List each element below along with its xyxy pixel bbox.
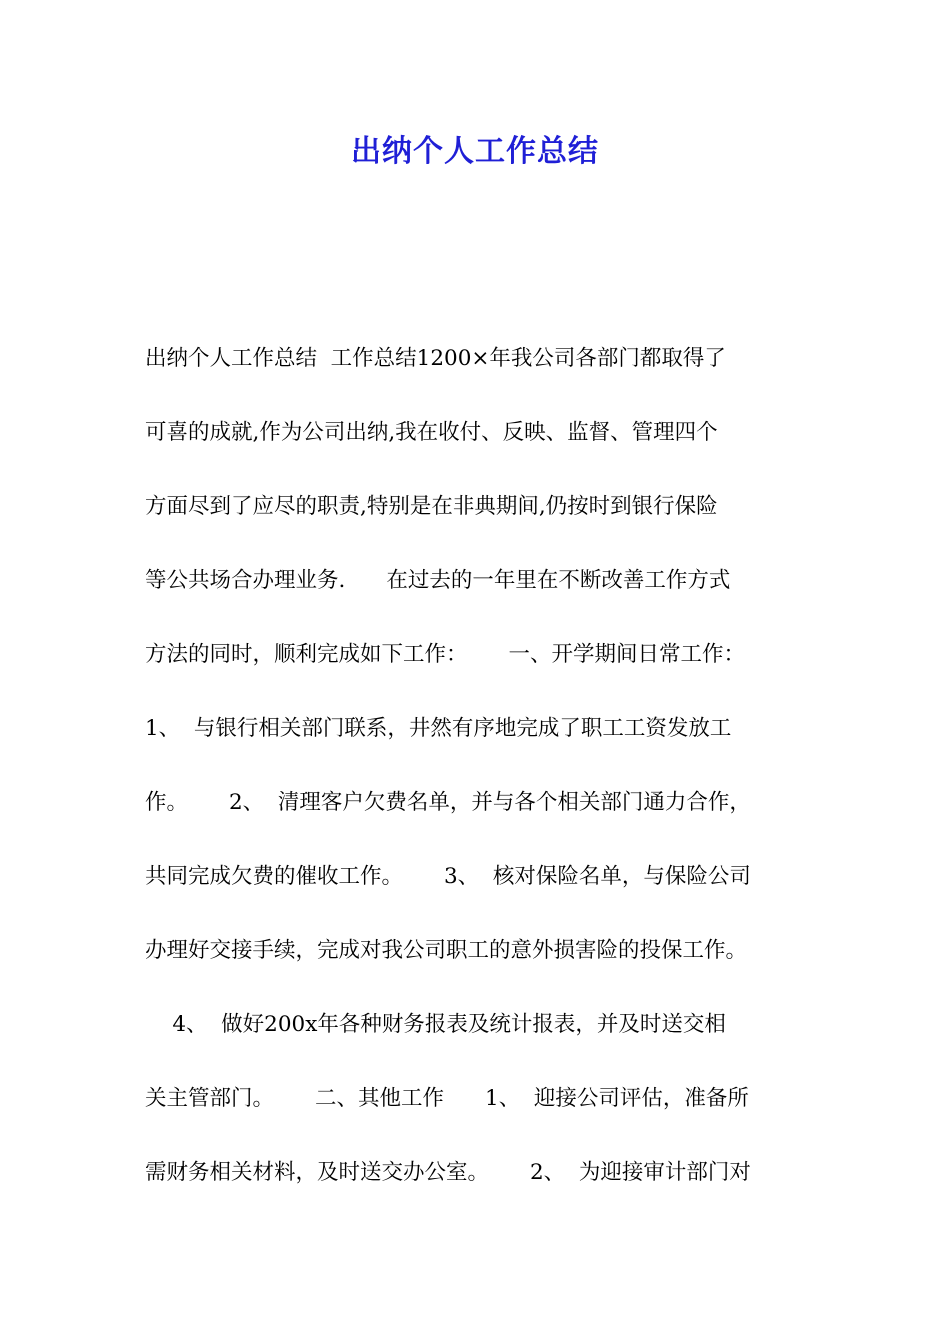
body-line: 4、 做好200x年各种财务报表及统计报表，并及时送交相 [145,1012,726,1037]
body-line: 作。 2、 清理客户欠费名单，并与各个相关部门通力合作， [145,790,751,815]
body-line: 共同完成欠费的催收工作。 3、 核对保险名单，与保险公司 [145,864,751,889]
body-line: 1、 与银行相关部门联系，井然有序地完成了职工工资发放工 [145,716,732,741]
body-line: 可喜的成就,作为公司出纳,我在收付、反映、监督、管理四个 [145,420,718,445]
body-line: 需财务相关材料，及时送交办公室。 2、 为迎接审计部门对 [145,1160,751,1185]
body-line: 办理好交接手续，完成对我公司职工的意外损害险的投保工作。 [145,938,748,963]
body-line: 方法的同时，顺利完成如下工作： 一、开学期间日常工作： [145,642,746,667]
body-line: 方面尽到了应尽的职责,特别是在非典期间,仍按时到银行保险 [145,494,718,519]
body-line: 等公共场合办理业务. 在过去的一年里在不断改善工作方式 [145,568,731,593]
document-title: 出纳个人工作总结 [351,134,599,169]
body-line: 出纳个人工作总结 工作总结1200×年我公司各部门都取得了 [145,346,726,371]
body-line: 关主管部门。 二、其他工作 1、 迎接公司评估，准备所 [145,1086,749,1111]
